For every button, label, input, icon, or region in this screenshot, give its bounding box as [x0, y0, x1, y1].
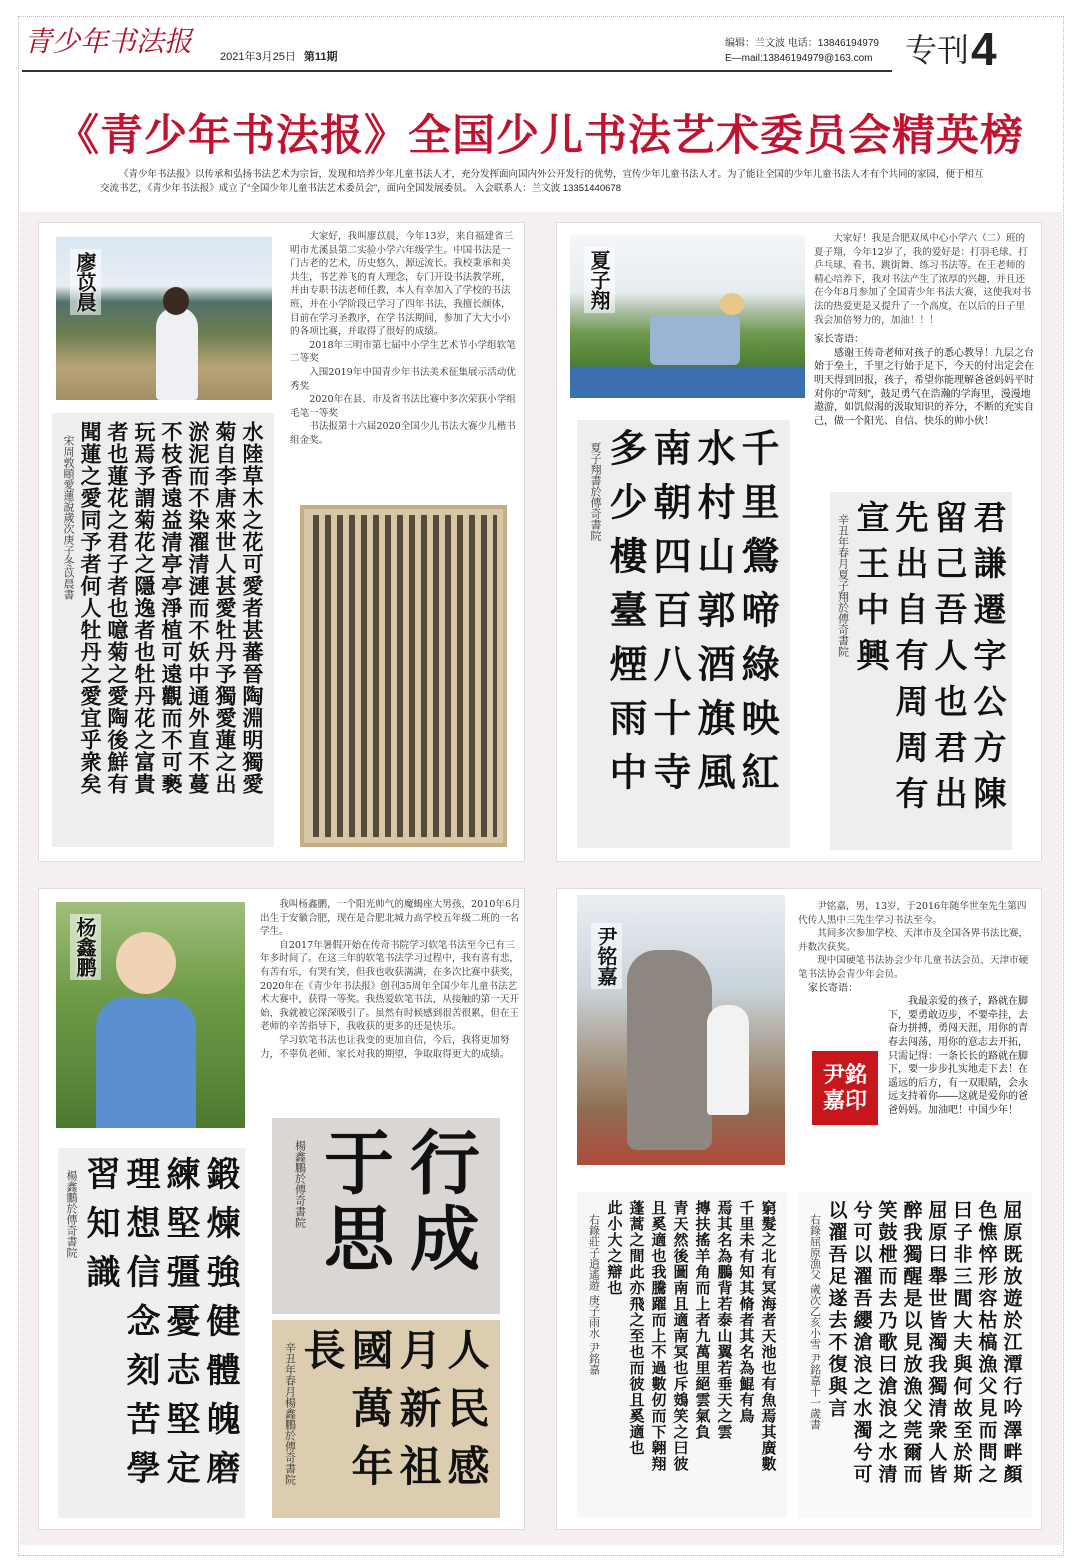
issue-date — [220, 48, 337, 64]
section-label — [905, 22, 997, 76]
section-name: 专刊 — [905, 31, 970, 69]
calligraphy-inscription: 夏子翔書於傳奇書院 — [589, 442, 602, 541]
calligraphy-column: 不枝香遠益清亭亭淨植可遠觀而不可褻 — [159, 421, 184, 795]
calligraphy-inscription: 辛丑年春月楊鑫鵬於傳奇書院 — [283, 1342, 297, 1485]
student-name: 夏子翔 — [584, 247, 615, 313]
calligraphy-artwork — [798, 1192, 1032, 1518]
calligraphy-column: 菊自李唐來世人甚愛牡丹予獨愛蓮之出 — [213, 421, 238, 795]
calligraphy-artwork — [58, 1148, 245, 1518]
calligraphy-artwork-small-script — [300, 505, 507, 847]
date: 2021年3月25日 — [220, 51, 296, 63]
student-photo — [577, 895, 785, 1165]
calligraphy-column: 君謙遷字公方陳 — [968, 500, 1008, 822]
calligraphy-inscription: 宋周敦頤愛蓮說歲次庚子冬苡晨書 — [62, 435, 75, 600]
newspaper-logo: 青少年书法报 — [24, 25, 193, 58]
editor-info — [725, 36, 879, 66]
calligraphy-column: 于思 — [312, 1126, 396, 1278]
calligraphy-column: 聞蓮之愛同予者何人牡丹之愛宜乎衆矣 — [78, 421, 103, 795]
calligraphy-inscription: 辛丑年春月夏子翔於傳奇書院 — [836, 514, 850, 657]
calligraphy-column: 笑鼓枻而去乃歌曰滄浪之水清 — [875, 1200, 898, 1486]
calligraphy-column: 千里鶯啼綠映紅 — [735, 428, 780, 806]
parent-message — [798, 995, 1034, 1117]
award: 入围2019年中国青少年书法美术征集展示活动优秀奖 — [290, 366, 516, 392]
student-photo — [56, 237, 272, 400]
calligraphy-column: 多少樓臺煙雨中 — [603, 428, 648, 806]
calligraphy-column: 淤泥而不染濯清漣而不妖中通外直不蔓 — [186, 421, 211, 795]
bio-paragraph: 自2017年暑假开始在传奇书院学习软笔书法至今已有三年多时间了。在这三年的软笔书法学习过程中，我有喜有悲，有苦有乐，有哭有笑，但我也收获满满，在多次比赛中获奖，2020年在《青少年书法报》创刊35周年全国少年儿童书法艺术大赛中，获得一等奖。我热爱软笔书法，从接触的第一天开始，我就被它深深吸引了。虽然有时候感到很苦很累，但在王老师的辛苦指导下，我收获的更多的还是快乐。 — [260, 939, 520, 1033]
calligraphy-column: 鍛煉強健體魄磨 — [200, 1156, 240, 1499]
calligraphy-inscription: 右錄屈原漁父 歲次乙亥小雪 尹銘嘉十一歲書 — [808, 1214, 822, 1430]
student-bio — [814, 232, 1034, 428]
editor-contact: 编辑：兰文波 电话：13846194979 — [725, 38, 879, 49]
intro-text: 《青少年书法报》以传承和弘扬书法艺术为宗旨，发现和培养少年儿童书法人才，充分发挥面向国内外公开发行的优势，宣传少年儿童书法人才。为了能让全国的少年儿童书法人才有个共同的家园，便于相互交流书艺，《青少年书法报》成立了“全国少年儿童书法艺术委员会”，面向全国发展委员。 入会联系人：兰文波 13351440678 — [100, 169, 984, 194]
award: 2020年在县、市及省书法比赛中多次荣获小学组毛笔一等奖 — [290, 394, 516, 419]
calligraphy-column: 玩焉予謂菊花之隱逸者也牡丹花之富貴 — [132, 421, 157, 795]
bio-paragraph: 大家好！我是合肥双凤中心小学六（二）班的夏子翔，今年12岁了，我的爱好是：打羽毛球、打乒乓球、看书、跳街舞、练习书法等。在王老师的精心培养下，我对书法产生了浓厚的兴趣，并且还在今年8月参加了全国青少年书法大赛，这使我对书法的热爱更是又提升了一个高度，在以后的日子里我会加倍努力的，加油！！！ — [814, 233, 1032, 326]
bio-paragraph: 尹铭嘉，男，13岁，于2016年随华世奎先生第四代传人黑中三先生学习书法至今。 — [798, 901, 1027, 926]
calligraphy-column: 水村山郭酒旗風 — [691, 428, 736, 806]
calligraphy-artwork — [577, 1192, 787, 1517]
calligraphy-column: 摶扶搖羊角而上者九萬里絕雲氣負 — [693, 1200, 712, 1440]
calligraphy-column: 兮可以濯吾纓滄浪之水濁兮可 — [850, 1200, 873, 1486]
calligraphy-column: 屈原既放遊於江潭行吟澤畔顏 — [1000, 1200, 1023, 1486]
student-name: 廖苡晨 — [70, 249, 101, 315]
calligraphy-inscription: 楊鑫鵬於傳奇書院 — [65, 1170, 78, 1258]
calligraphy-column: 習知識 — [80, 1156, 120, 1303]
issue-number: 第11期 — [303, 51, 338, 63]
calligraphy-artwork — [272, 1320, 500, 1518]
parent-message: 感谢王传奇老师对孩子的悉心教导！九层之台始于垒土，千里之行始于足下，今天的付出定会在明天得到回报，孩子，希望你能理解爸爸妈妈平时对你的“苛刻”，鼓足勇气在浩瀚的学海里，漫漫地遨游，如饥似渴的汲取知识的养分，不断的充实自己，做一个阳光、自信、快乐的帅小伙！ — [814, 347, 1034, 427]
calligraphy-column: 以濯吾足遂去不復與言 — [825, 1200, 848, 1420]
bio-paragraph: 大家好，我叫廖苡晨，今年13岁，来自福建省三明市尤溪县第二实验小学六年级学生。中国书法是一门古老的艺术，历史悠久，源远流长。我校秉承和美共生，书艺养飞的育人理念，专门开设书法教学班，并由专职书法老师任教，本人有幸加入了学校的书法班，并在小学阶段已学习了四年书法，我擅长颜体，目前在学习圣教序，在学书法期间，参加了大大小小的各项比赛，并取得了很好的成绩。 — [290, 231, 514, 338]
page-title: 《青少年书法报》全国少儿书法艺术委员会精英榜 — [56, 111, 1024, 161]
calligraphy-column: 行成 — [398, 1126, 482, 1278]
calligraphy-column: 屈原曰舉世皆濁我獨清衆人皆 — [925, 1200, 948, 1486]
calligraphy-column: 焉其名為鵬背若泰山翼若垂天之雲 — [715, 1200, 734, 1440]
page-number: 4 — [971, 23, 997, 75]
calligraphy-column: 練堅彊憂志堅定 — [160, 1156, 200, 1499]
calligraphy-column: 月新祖 — [393, 1328, 443, 1502]
award: 2018年三明市第七届中小学生艺术节小学组软笔二等奖 — [290, 339, 516, 365]
calligraphy-artwork — [830, 492, 1012, 850]
bio-paragraph: 学习软笔书法也让我变的更加自信，今后，我将更加努力，不辜负老师、家长对我的期望，争取取得更大的成绩。 — [260, 1034, 510, 1060]
student-name: 尹铭嘉 — [591, 923, 622, 989]
calligraphy-column: 色憔悴形容枯槁漁父見而問之 — [975, 1200, 998, 1486]
calligraphy-column: 留己吾人也君出 — [929, 500, 969, 822]
calligraphy-column: 此小大之辯也 — [605, 1200, 624, 1296]
calligraphy-column: 蓬蒿之間此亦飛之至也而彼且奚適也 — [627, 1200, 646, 1456]
parent-message-text: 我最亲爱的孩子，路就在脚下，要勇敢迈步，不要牵挂，去奋力拼搏，勇闯天涯，用你的青春去闯荡，用你的意志去开拓，只需记得：一条长长的路就在脚下，要一步步扎实地走下去！在遥远的后方，有一双眼睛，会永远支持着你——这就是爱你的爸爸妈妈。加油吧！中国少年！ — [888, 996, 1028, 1116]
student-bio — [260, 898, 522, 1061]
editor-email: E—mail:13846194979@163.com — [725, 53, 873, 64]
calligraphy-column: 醉我獨醒是以見放漁父莞爾而 — [900, 1200, 923, 1486]
calligraphy-artwork — [577, 420, 790, 848]
calligraphy-column: 國萬年 — [345, 1328, 395, 1502]
student-photo — [570, 235, 805, 398]
calligraphy-column: 且奚適也我騰躍而上不過數仞而下翱翔 — [649, 1200, 668, 1472]
calligraphy-inscription: 右錄莊子逍遙遊 庚子雨水 尹銘嘉 — [587, 1214, 601, 1375]
student-bio — [290, 230, 518, 448]
calligraphy-column: 水陸草木之花可愛者甚蕃晉陶淵明獨愛 — [240, 421, 265, 795]
calligraphy-column: 青天然後圖南且適南冥也斥鴳笑之曰彼 — [671, 1200, 690, 1472]
calligraphy-column: 窮髮之北有冥海者天池也有魚焉其廣數 — [759, 1200, 778, 1472]
header-rule — [22, 70, 892, 72]
calligraphy-artwork — [52, 413, 274, 847]
calligraphy-column: 曰子非三閭大夫與何故至於斯 — [950, 1200, 973, 1486]
calligraphy-column: 千里未有知其脩者其名為鯤有鳥 — [737, 1200, 756, 1424]
calligraphy-column: 先出自有周周有 — [890, 500, 930, 822]
calligraphy-column: 者也蓮花之君子者也噫菊之愛陶後鮮有 — [105, 421, 130, 795]
student-bio — [798, 900, 1034, 1125]
calligraphy-artwork — [272, 1118, 500, 1314]
award: 书法报第十六届2020全国少儿书法大赛少儿楷书组金奖。 — [290, 421, 516, 446]
calligraphy-column: 理想信念刻苦學 — [120, 1156, 160, 1499]
calligraphy-column: 南朝四百八十寺 — [647, 428, 692, 806]
bio-paragraph: 现中国硬笔书法协会少年儿童书法会员、天津市硬笔书法协会青少年会员。 — [798, 955, 1029, 980]
seal-stamp: 尹銘嘉印 — [812, 1051, 878, 1125]
bio-paragraph: 其间多次参加学校、天津市及全国各界书法比赛，并数次获奖。 — [798, 928, 1029, 953]
student-photo — [56, 902, 245, 1128]
calligraphy-column: 人民感 — [441, 1328, 491, 1502]
student-name: 杨鑫鹏 — [70, 914, 101, 980]
calligraphy-inscription: 楊鑫鵬於傳奇書院 — [293, 1140, 307, 1228]
calligraphy-column: 長 — [297, 1328, 347, 1386]
calligraphy-column: 宣王中興 — [851, 500, 891, 684]
parent-message-label: 家长寄语： — [814, 334, 864, 346]
parent-message-label: 家长寄语： — [808, 982, 858, 994]
bio-paragraph: 我叫杨鑫鹏，一个阳光帅气的魔蝎座大男孩，2010年6月出生于安徽合肥，现在是合肥北城力高学校五年级二班的一名学生。 — [260, 899, 521, 938]
